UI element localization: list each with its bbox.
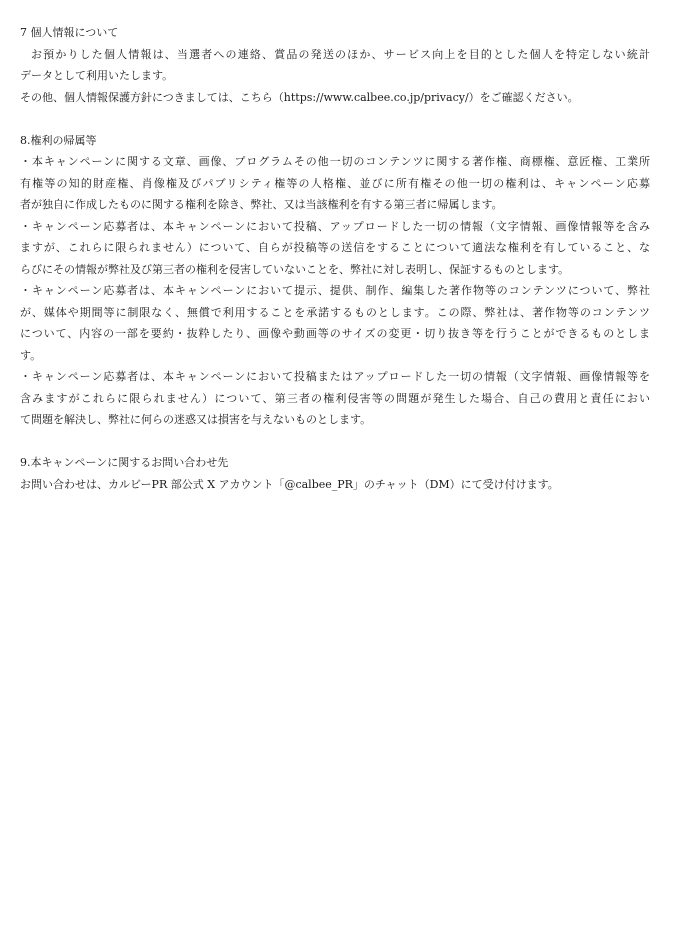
paragraph-line: ・キャンペーン応募者は、本キャンペーンにおいて提示、提供、制作、編集した著作物等のコンテンツについて、弊社 <box>20 284 650 297</box>
paragraph-line: て問題を解決し、弊社に何らの迷惑又は損害を与えないものとします。 <box>20 413 372 426</box>
paragraph-line: お預かりした個人情報は、当選者への連絡、賞品の発送のほか、サービス向上を目的とした個人を特定しない統計 <box>31 47 650 61</box>
section-rights <box>20 130 650 431</box>
paragraph-line: ・キャンペーン応募者は、本キャンペーンにおいて投稿またはアップロードした一切の情報（文字情報、画像情報等を <box>20 370 650 383</box>
paragraph-line: ・キャンペーン応募者は、本キャンペーンにおいて投稿、アップロードした一切の情報（文字情報、画像情報等を含み <box>20 219 650 233</box>
paragraph-line: 有権等の知的財産権、肖像権及びパブリシティ権等の人格権、並びに所有権その他一切の権利は、キャンペーン応募 <box>20 176 650 190</box>
paragraph-line: ますが、これらに限られません）について、自らが投稿等の送信をすることについて適法な権利を有していること、な <box>20 241 650 254</box>
paragraph-line: お問い合わせは、カルビーPR 部公式 X アカウント「@calbee_PR」のチャット（DM）にて受け付けます。 <box>20 477 559 491</box>
section-privacy <box>20 22 650 108</box>
paragraph-line: す。 <box>20 348 42 362</box>
section-heading: 8.権利の帰属等 <box>20 133 97 147</box>
paragraph-line: 者が独自に作成したものに関する権利を除き、弊社、又は当該権利を有する第三者に帰属します。 <box>20 198 503 211</box>
section-heading: 7 個人情報について <box>20 26 119 39</box>
document-page <box>20 22 650 495</box>
paragraph-line: ・本キャンペーンに関する文章、画像、プログラムその他一切のコンテンツに関する著作権、商標権、意匠権、工業所 <box>20 155 650 168</box>
paragraph-line: らびにその情報が弊社及び第三者の権利を侵害していないことを、弊社に対し表明し、保証するものとします。 <box>20 262 570 276</box>
paragraph-line: 含みますがこれらに限られません）について、第三者の権利侵害等の問題が発生した場合、自己の費用と責任におい <box>20 391 650 405</box>
paragraph-line: が、媒体や期間等に制限なく、無償で利用することを承諾するものとします。この際、弊社は、著作物等のコンテンツ <box>20 305 650 319</box>
paragraph-line: データとして利用いたします。 <box>20 69 174 82</box>
section-heading: 9.本キャンペーンに関するお問い合わせ先 <box>20 456 229 469</box>
spacer <box>20 108 650 130</box>
paragraph-line: その他、個人情報保護方針につきましては、こちら（https://www.calbee.co.jp/privacy/）をご確認ください。 <box>20 90 579 104</box>
section-contact <box>20 452 650 495</box>
spacer <box>20 431 650 453</box>
paragraph-line: について、内容の一部を要約・抜粋したり、画像や動画等のサイズの変更・切り抜き等を行うことができるものとしま <box>20 327 650 340</box>
